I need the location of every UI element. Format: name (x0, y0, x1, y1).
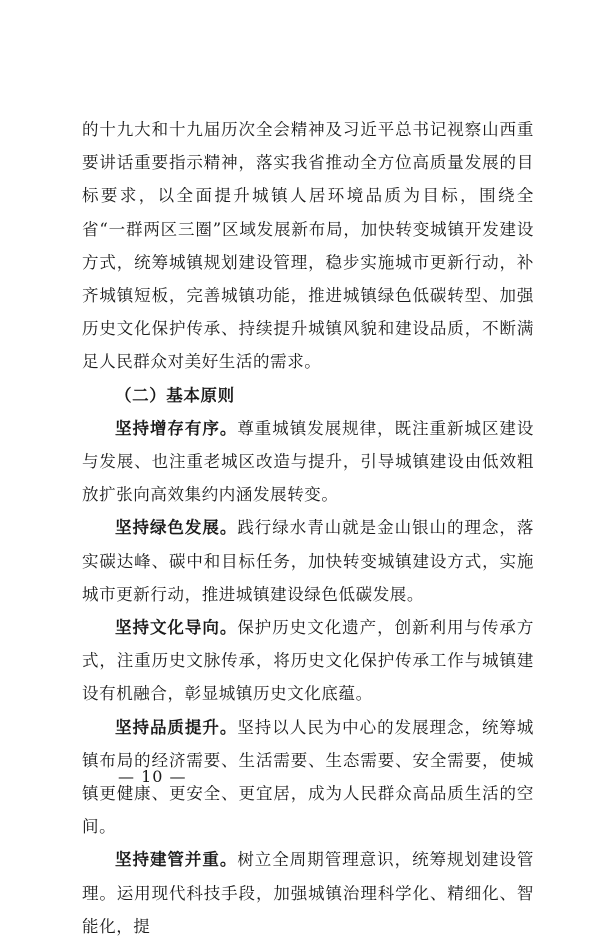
principle-title: 坚持增存有序。 (115, 418, 238, 438)
principle-title: 坚持文化导向。 (115, 618, 238, 638)
intro-paragraph: 的十九大和十九届历次全会精神及习近平总书记视察山西重要讲话重要指示精神，落实我省推动全方位高质量发展的目标要求，以全面提升城镇人居环境品质为目标，围绕全省“一群两区三圈”区域发展新布局，加快转变城镇开发建设方式，统筹城镇规划建设管理，稳步实施城市更新行动，补齐城镇短板，完善城镇功能，推进城镇绿色低碳转型、加强历史文化保护传承、持续提升城镇风貌和建设品质，不断满足人民群众对美好生活的需求。 (82, 120, 534, 372)
principle-paragraph-3 (82, 611, 534, 711)
principle-text: 树立全周期管理意识，统筹规划建设管理。运用现代科技手段，加强城镇治理科学化、精细化、智能化，提 (82, 850, 535, 936)
principle-title: 坚持品质提升。 (115, 717, 238, 737)
principle-paragraph-5 (82, 843, 534, 943)
principle-paragraph-1 (82, 412, 534, 512)
page-number: — 10 — (118, 767, 187, 786)
document-body (82, 113, 534, 943)
principle-text: 坚持以人民为中心的发展理念，统筹城镇布局的经济需要、生活需要、生态需要、安全需要，使城镇更健康、更安全、更宜居，成为人民群众高品质生活的空间。 (82, 717, 535, 837)
principle-title: 坚持绿色发展。 (115, 518, 238, 538)
principle-text: 保护历史文化遗产，创新利用与传承方式，注重历史文脉传承，将历史文化保护传承工作与城镇建设有机融合，彰显城镇历史文化底蕴。 (82, 618, 535, 704)
principle-title: 坚持建管并重。 (115, 850, 238, 870)
section-heading: （二）基本原则 (115, 385, 235, 405)
principle-text: 尊重城镇发展规律，既注重新城区建设与发展、也注重老城区改造与提升，引导城镇建设由低效粗放扩张向高效集约内涵发展转变。 (82, 418, 535, 505)
principle-text: 践行绿水青山就是金山银山的理念，落实碳达峰、碳中和目标任务，加快转变城镇建设方式，实施城市更新行动，推进城镇建设绿色低碳发展。 (82, 518, 535, 604)
principle-paragraph-2 (82, 511, 534, 611)
